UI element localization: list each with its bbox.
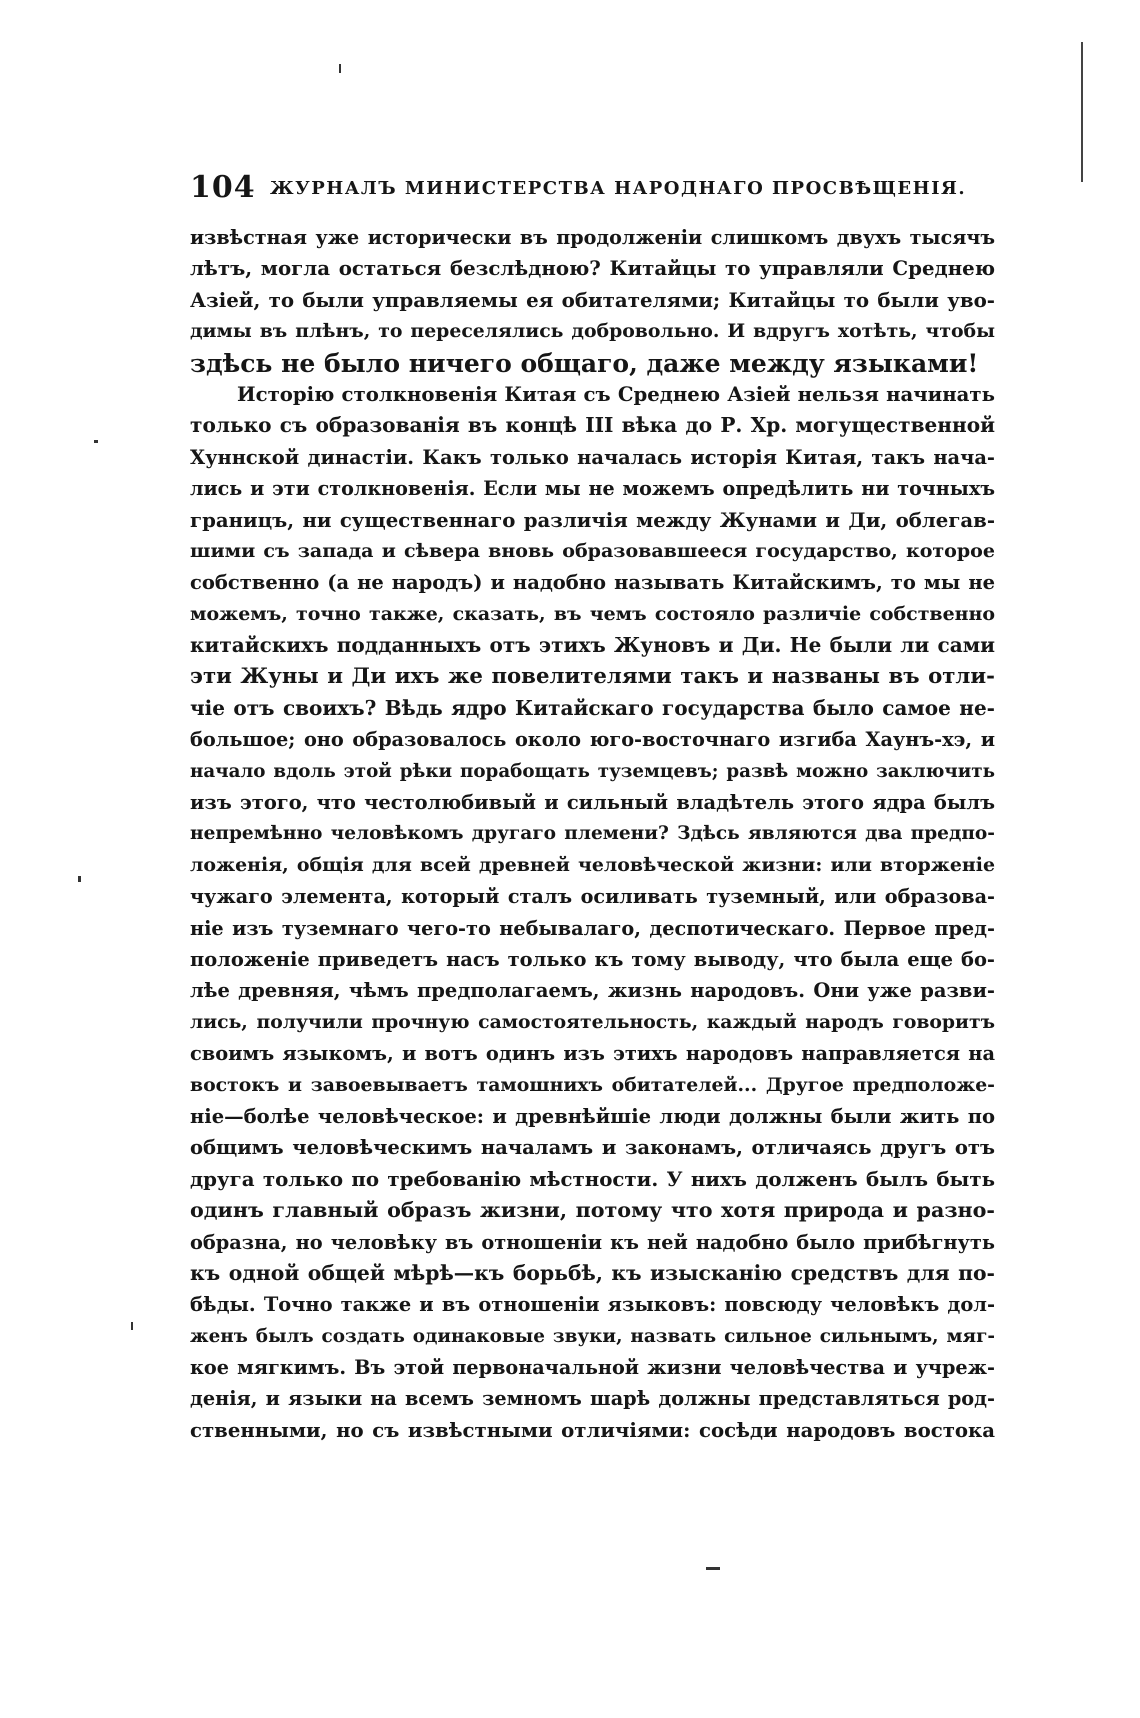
print-speck: [78, 876, 81, 882]
page-number: 104: [190, 170, 256, 205]
text-line: женъ былъ создать одинаковые звуки, назвать сильное сильнымъ, мяг-: [190, 1325, 995, 1347]
text-line: Хуннской династіи. Какъ только началась исторія Китая, такъ нача-: [190, 445, 995, 469]
text-line: чіе отъ своихъ? Вѣдь ядро Китайскаго государства было самое не-: [190, 695, 995, 720]
print-speck: [94, 440, 98, 443]
text-line: димы въ плѣнъ, то переселялись добровольно. И вдругъ хотѣть, чтобы: [190, 320, 995, 343]
text-line: ственными, но съ извѣстными отличіями: сосѣди народовъ востока: [190, 1418, 995, 1442]
text-line: чужаго элемента, который сталъ осиливать туземный, или образова-: [190, 885, 995, 909]
text-line: кое мягкимъ. Въ этой первоначальной жизни человѣчества и учреж-: [190, 1356, 995, 1380]
text-line: шими съ запада и сѣвера вновь образовавшееся государство, которое: [190, 539, 995, 562]
text-line: собственно (а не народъ) и надобно называть Китайскимъ, то мы не: [190, 571, 995, 595]
text-line: общимъ человѣческимъ началамъ и законамъ, отличаясь другъ отъ: [190, 1136, 995, 1160]
text-line: положеніе приведетъ насъ только къ тому выводу, что была еще бо-: [190, 947, 995, 971]
text-line: Исторію столкновенія Китая съ Среднею Азіей нельзя начинать: [237, 382, 995, 406]
text-line: лѣе древняя, чѣмъ предполагаемъ, жизнь народовъ. Они уже разви-: [190, 979, 995, 1003]
text-line: бѣды. Точно также и въ отношеніи языковъ: повсюду человѣкъ дол-: [190, 1293, 995, 1317]
text-line: одинъ главный образъ жизни, потому что хотя природа и разно-: [190, 1198, 995, 1223]
text-line: друга только по требованію мѣстности. У нихъ долженъ былъ быть: [190, 1166, 995, 1191]
text-line: своимъ языкомъ, и вотъ одинъ изъ этихъ народовъ направляется на: [190, 1042, 995, 1066]
text-line: непремѣнно человѣкомъ другаго племени? Здѣсь являются два предпо-: [190, 823, 995, 845]
print-speck: [131, 1322, 133, 1330]
text-line: лись и эти столкновенія. Если мы не можемъ опредѣлить ни точныхъ: [190, 477, 995, 501]
text-line: границъ, ни существеннаго различія между Жунами и Ди, облегав-: [190, 508, 995, 532]
print-speck: [339, 64, 341, 73]
text-line: ніе—болѣе человѣческое: и древнѣйшіе люди должны были жить по: [190, 1104, 995, 1128]
footer-dash: [706, 1567, 720, 1570]
text-line: ложенія, общія для всей древней человѣческой жизни: или вторженіе: [190, 853, 995, 876]
text-line: здѣсь не было ничего общаго, даже между языками!: [190, 348, 979, 378]
text-line: изъ этого, что честолюбивый и сильный владѣтель этого ядра былъ: [190, 791, 995, 815]
text-line: къ одной общей мѣрѣ—къ борьбѣ, къ изысканію средствъ для по-: [190, 1260, 995, 1285]
text-line: можемъ, точно также, сказать, въ чемъ состояло различіе собственно: [190, 602, 995, 625]
text-line: извѣстная уже исторически въ продолженіи слишкомъ двухъ тысячъ: [190, 226, 995, 249]
page-edge-line: [1081, 42, 1083, 182]
text-line: ніе изъ туземнаго чего-то небывалаго, деспотическаго. Первое пред-: [190, 916, 995, 940]
text-line: образна, но человѣку въ отношеніи къ ней надобно было прибѣгнуть: [190, 1230, 995, 1254]
text-line: лѣтъ, могла остаться безслѣдною? Китайцы то управляли Среднею: [190, 256, 995, 281]
text-line: Азіей, то были управляемы ея обитателями; Китайцы то были уво-: [190, 287, 995, 312]
text-line: денія, и языки на всемъ земномъ шарѣ должны представляться род-: [190, 1387, 995, 1411]
text-line: большое; оно образовалось около юго-восточнаго изгиба Хаунъ-хэ, и: [190, 728, 995, 752]
text-line: лись, получили прочную самостоятельность, каждый народъ говоритъ: [190, 1010, 995, 1033]
text-line: китайскихъ подданныхъ отъ этихъ Жуновъ и Ди. Не были ли сами: [190, 633, 995, 658]
text-line: востокъ и завоевываетъ тамошнихъ обитателей... Другое предположе-: [190, 1073, 995, 1096]
running-title: ЖУРНАЛЪ МИНИСТЕРСТВА НАРОДНАГО ПРОСВѢЩЕНІЯ.: [270, 178, 967, 199]
page-header: [190, 170, 1010, 210]
text-line: только съ образованія въ концѣ III вѣка до Р. Хр. могущественной: [190, 413, 995, 438]
text-line: эти Жуны и Ди ихъ же повелителями такъ и названы въ отли-: [190, 664, 995, 690]
text-line: начало вдоль этой рѣки порабощать туземцевъ; развѣ можно заключить: [190, 760, 995, 782]
body-text: [190, 222, 995, 1446]
